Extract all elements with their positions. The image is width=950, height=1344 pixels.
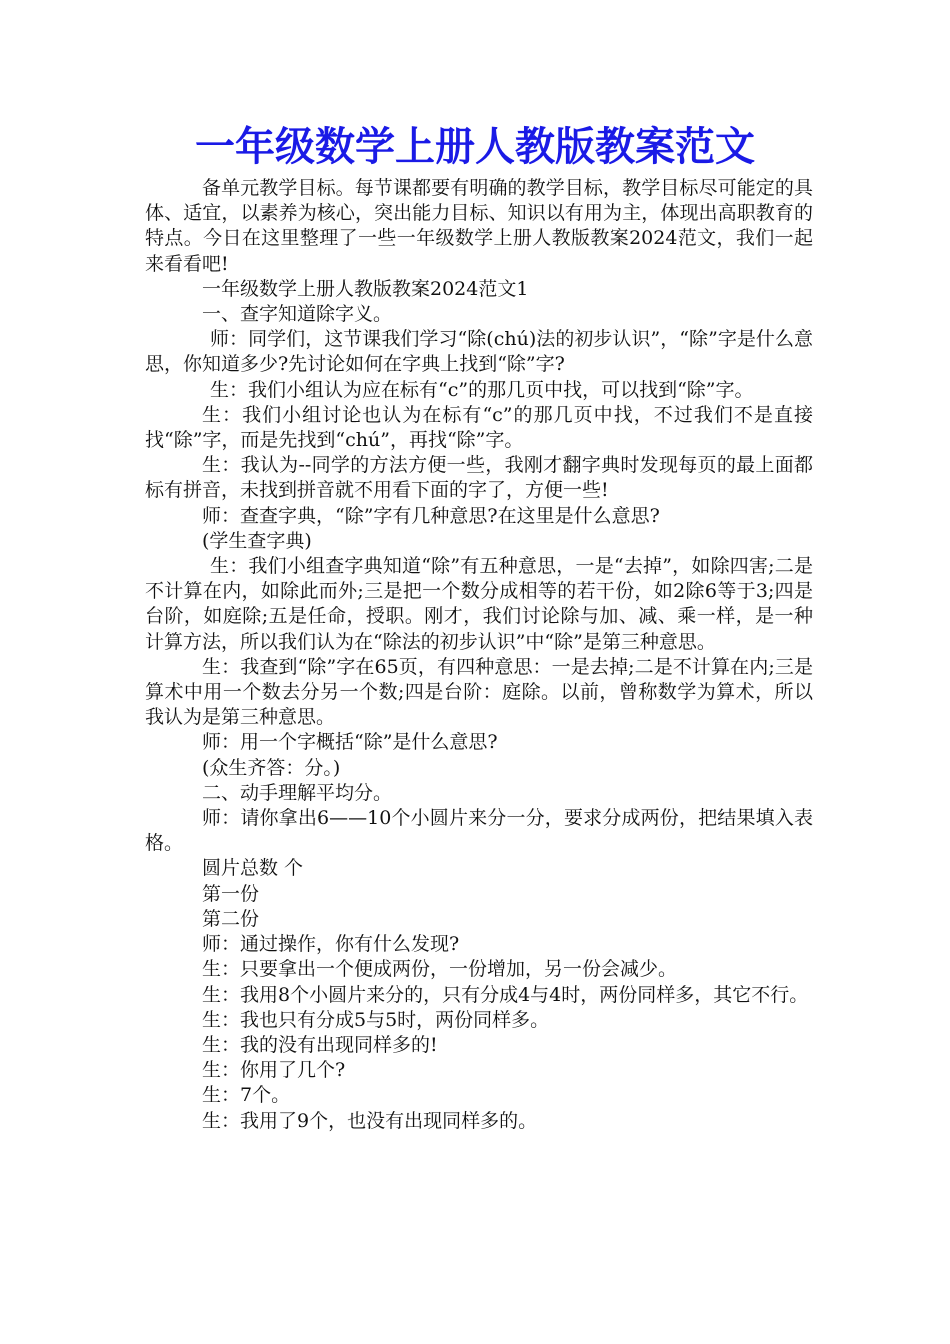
paragraph-student: 生：7个。: [202, 1084, 291, 1107]
paragraph-intro: 备单元教学目标。每节课都要有明确的教学目标，教学目标尽可能定的具体、适宜，以素养为核心，突出能力目标、知识以有用为主，体现出高职教育的特点。今日在这里整理了一些一年级数学上册人教版教案2024范文，我们一起来看看吧!: [145, 177, 813, 275]
paragraph-student: 生：我们小组认为应在标有“c”的那几页中找，可以找到“除”字。: [210, 378, 754, 401]
paragraph-student: 生：我查到“除”字在65页，有四种意思：一是去掉;二是不计算在内;三是算术中用一个数去分另一个数;四是台阶：庭除。以前，曾称数学为算术，所以我认为是第三种意思。: [145, 655, 813, 729]
document-title: 一年级数学上册人教版教案范文: [195, 123, 755, 170]
paragraph-student: 生：我用8个小圆片来分的，只有分成4与4时，两份同样多，其它不行。: [202, 983, 809, 1006]
paragraph-heading-1: 一、查字知道除字义。: [202, 303, 393, 326]
paragraph-student: 生：你用了几个?: [202, 1059, 346, 1082]
paragraph-table-row: 第二份: [202, 907, 260, 930]
document-body: [145, 176, 813, 1134]
paragraph-heading-2: 二、动手理解平均分。: [202, 781, 393, 804]
paragraph-teacher: 师：请你拿出6——10个小圆片来分一分，要求分成两份，把结果填入表格。: [145, 807, 813, 855]
paragraph-student: 生：只要拿出一个便成两份，一份增加，另一份会减少。: [202, 958, 678, 981]
paragraph-student: 生：我用了9个，也没有出现同样多的。: [202, 1109, 538, 1132]
paragraph-table-row: 第一份: [202, 882, 260, 905]
paragraph-student: 生：我认为--同学的方法方便一些，我刚才翻字典时发现每页的最上面都标有拼音，未找到拼音就不用看下面的字了，方便一些!: [145, 454, 813, 502]
paragraph-student: 生：我的没有出现同样多的!: [202, 1033, 438, 1056]
paragraph-teacher: 师：查查字典，“除”字有几种意思?在这里是什么意思?: [202, 504, 660, 527]
paragraph-student: 生：我们小组查字典知道“除”有五种意思，一是“去掉”，如除四害;二是不计算在内，如除此而外;三是把一个数分成相等的若干份，如2除6等于3;四是台阶，如庭除;五是任命，授职。刚才，我们讨论除与加、减、乘一样，是一种计算方法，所以我们认为在“除法的初步认识”中“除”是第三种意思。: [145, 555, 813, 653]
paragraph-teacher: 师：通过操作，你有什么发现?: [202, 933, 460, 956]
paragraph-note: (学生查字典): [202, 529, 312, 552]
paragraph-note: (众生齐答：分。): [202, 756, 341, 779]
paragraph-student: 生：我们小组讨论也认为在标有“c”的那几页中找，不过我们不是直接找“除”字，而是先找到“chú”，再找“除”字。: [145, 403, 813, 452]
paragraph-teacher: 师：同学们，这节课我们学习“除(chú)法的初步认识”，“除”字是什么意思，你知道多少?先讨论如何在字典上找到“除”字?: [145, 328, 813, 376]
paragraph-section-title: 一年级数学上册人教版教案2024范文1: [202, 277, 529, 300]
paragraph-student: 生：我也只有分成5与5时，两份同样多。: [202, 1008, 550, 1031]
paragraph-teacher: 师：用一个字概括“除”是什么意思?: [202, 731, 498, 754]
paragraph-table-row: 圆片总数 个: [202, 857, 304, 880]
